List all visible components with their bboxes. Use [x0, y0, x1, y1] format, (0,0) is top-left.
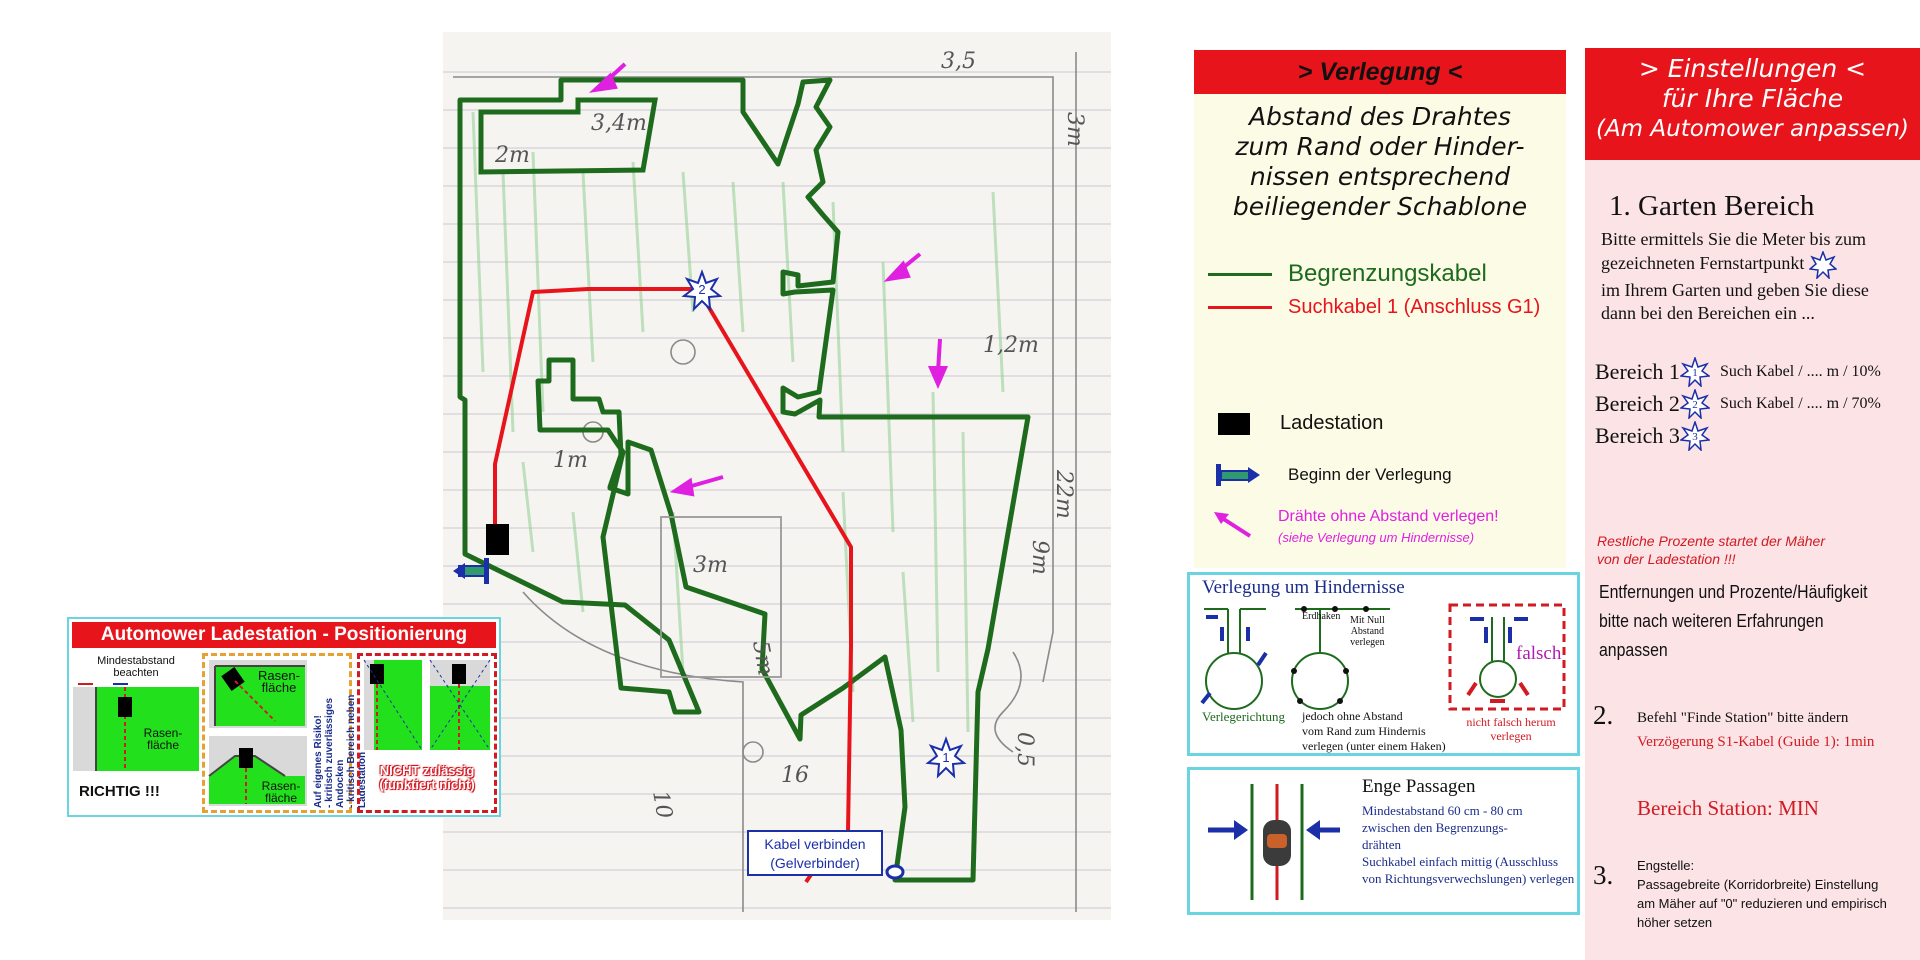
- correct-positioning: [73, 653, 199, 813]
- not-reverse-line1: nicht falsch herum: [1466, 715, 1556, 729]
- section-2-text: [1637, 706, 1874, 754]
- lawn-label-2-line1: Rasen-: [258, 668, 300, 683]
- shed-dim-a: 2m: [495, 143, 530, 168]
- garden-plan-drawing: [443, 32, 1111, 920]
- min-distance-line1: Mindestabstand: [97, 655, 175, 667]
- distance-note-line1: Abstand des Drahtes: [1249, 102, 1511, 131]
- not-allowed-line2: (funktiert nicht): [379, 777, 475, 792]
- red-line-swatch: [1208, 306, 1272, 309]
- legend-boundary-cable: [1208, 260, 1487, 288]
- boundary-cable-label: Begrenzungskabel: [1288, 260, 1487, 287]
- green-line-swatch: [1208, 273, 1272, 276]
- dim-bottom: 16: [781, 763, 809, 788]
- charging-station-symbol: [486, 524, 509, 555]
- section-2-number: 2.: [1593, 700, 1614, 730]
- area-2-star-number: 2: [1692, 399, 1698, 411]
- section-2-line2: Verzögerung S1-Kabel (Guide 1): 1min: [1637, 734, 1875, 750]
- star-2-label: 2: [698, 282, 706, 297]
- lawn-label-2: [249, 670, 309, 694]
- no-distance-note-line2: vom Rand zum Hindernis: [1302, 724, 1426, 738]
- remaining-line1: Restliche Prozente startet der Mäher: [1597, 533, 1825, 549]
- distance-note-line2: zum Rand oder Hinder-: [1235, 132, 1525, 161]
- shed-dim-b: 3,4m: [591, 111, 647, 136]
- legend-start: [1214, 462, 1452, 488]
- house-dim-b: 5m: [747, 638, 778, 678]
- dim-right-top: 3m: [1062, 112, 1087, 147]
- adjust-line2: bitte nach weiteren Erfahrungen anpassen: [1599, 611, 1824, 660]
- section-1-number: 1.: [1609, 190, 1631, 222]
- zero-distance-line2: Abstand: [1350, 626, 1385, 637]
- narrow-line1: Mindestabstand 60 cm - 80 cm: [1362, 803, 1523, 818]
- risk-note-line1: Auf eigenes Risiko!: [313, 715, 324, 808]
- settings-title-line2: für Ihre Fläche: [1661, 84, 1844, 113]
- charging-station-positioning-box: [67, 617, 501, 817]
- dim-circle: 1,2m: [983, 333, 1039, 358]
- area-1-label: Bereich 1: [1595, 359, 1680, 384]
- section-3-line4: höher setzen: [1637, 915, 1713, 930]
- lawn-label-1: [133, 727, 193, 751]
- start-label: Beginn der Verlegung: [1288, 465, 1452, 484]
- area-2-value: Such Kabel / .... m / 70%: [1720, 395, 1881, 412]
- legend-no-distance: [1212, 508, 1499, 545]
- lawn-label-2-line2: fläche: [261, 680, 297, 695]
- area-row-3: [1595, 420, 1920, 452]
- zero-distance-note: [1350, 615, 1385, 648]
- area-row-2: [1595, 388, 1920, 420]
- section-1-line2: gezeichneten Fernstartpunkt: [1601, 253, 1805, 274]
- no-distance-note-line3: verlegen (unter einem Haken): [1302, 739, 1446, 753]
- no-distance-hint: (siehe Verlegung um Hindernisse): [1278, 530, 1475, 545]
- start-point-star-icon: [1809, 251, 1837, 279]
- not-reverse-note: [1454, 715, 1568, 743]
- area-list: [1595, 356, 1920, 452]
- legend-guide-wire: [1208, 296, 1540, 319]
- start-arrow-icon: [1214, 462, 1264, 488]
- obstacle-diagrams: [1200, 603, 1570, 723]
- lawn-label-3-line1: Rasen-: [261, 779, 301, 793]
- dim-right-mid: 22m: [1051, 470, 1076, 519]
- section-3-number: 3.: [1593, 860, 1614, 890]
- adjust-note: [1599, 578, 1881, 665]
- settings-title-line3: (Am Automower anpassen): [1595, 116, 1910, 142]
- section-3-line1: Engstelle:: [1637, 858, 1695, 873]
- area-2-star-icon: [1680, 389, 1710, 419]
- area-2-label: Bereich 2: [1595, 391, 1680, 416]
- charging-station-icon: [1218, 413, 1250, 435]
- section-1-text: [1601, 228, 1917, 325]
- min-distance-line2: beachten: [113, 667, 159, 679]
- risk-note-line3: - kritisch Bereich neben Ladestation: [346, 694, 368, 808]
- dim-top: 3,5: [941, 49, 976, 74]
- star-1-label: 1: [942, 750, 950, 765]
- legend-title: > Verlegung <: [1194, 50, 1566, 94]
- section-3-line2: Passagebreite (Korridorbreite) Einstellung: [1637, 877, 1879, 892]
- narrow-line2: zwischen den Begrenzungs-: [1362, 820, 1508, 835]
- section-1-heading: [1609, 190, 1814, 223]
- obstacle-title: Verlegung um Hindernisse: [1202, 577, 1405, 598]
- lawn-label-1-line1: Rasen-: [143, 726, 183, 740]
- narrow-text: [1362, 802, 1574, 887]
- zero-distance-line1: Mit Null: [1350, 615, 1385, 626]
- risk-note-line2: - kritisch zuverlässiges Andocken: [324, 697, 346, 808]
- charging-station-box-title: Automower Ladestation - Positionierung: [72, 622, 496, 648]
- lawn-label-3-line2: fläche: [264, 791, 298, 805]
- gel-connector: [887, 866, 903, 878]
- narrow-title: Enge Passagen: [1362, 776, 1476, 797]
- section-3-text: [1637, 856, 1887, 932]
- charging-station-label: Ladestation: [1280, 412, 1384, 434]
- small-dim: 1m: [553, 448, 588, 473]
- narrow-passages-box: [1187, 767, 1580, 915]
- not-allowed-label: [360, 764, 494, 792]
- connector-label-line1: Kabel verbinden: [764, 836, 866, 852]
- connector-label-line2: (Gelverbinder): [770, 855, 860, 871]
- settings-title: [1585, 48, 1920, 160]
- area-1-star-number: 1: [1692, 367, 1698, 379]
- wrong-diagram: [360, 656, 494, 756]
- narrow-line5: von Richtungsverwechslungen) verlegen: [1362, 871, 1575, 886]
- wrong-positioning: [357, 653, 497, 813]
- section-1-line3: im Ihrem Garten und geben Sie diese: [1601, 280, 1869, 300]
- narrow-line3: drähten: [1362, 837, 1401, 852]
- zero-distance-line3: verlegen: [1350, 637, 1385, 648]
- ground-hook-label: Erdhaken: [1302, 611, 1341, 622]
- obstacle-routing-box: [1187, 572, 1580, 756]
- not-allowed-line1: NICHT zulässig: [379, 763, 475, 778]
- section-1-line1: Bitte ermittels Sie die Meter bis zum: [1601, 229, 1866, 249]
- adjust-line1: Entfernungen und Prozente/Häufigkeit: [1599, 582, 1868, 602]
- remaining-percent-note: [1597, 532, 1825, 568]
- routing-direction-label: Verlegerichtung: [1202, 709, 1286, 724]
- connector-label: [747, 830, 883, 876]
- dim-bottom-left: 10: [647, 788, 677, 821]
- legend-panel: [1194, 50, 1566, 568]
- distance-note-line3: nissen entsprechend: [1249, 162, 1511, 191]
- section-3-line3: am Mäher auf "0" reduzieren und empirisch: [1637, 896, 1887, 911]
- dim-bottom-right: 0,5: [1012, 732, 1037, 767]
- house-dim-a: 3m: [693, 553, 728, 578]
- risky-positioning: [202, 653, 368, 813]
- narrow-line4: Suchkabel einfach mittig (Ausschluss: [1362, 854, 1559, 869]
- lawn-label-1-line2: fläche: [146, 738, 180, 752]
- section-1-line4: dann bei den Bereichen ein ...: [1601, 303, 1815, 323]
- section-1-title: Garten Bereich: [1638, 190, 1815, 222]
- guide-wire-label: Suchkabel 1 (Anschluss G1): [1288, 296, 1541, 318]
- area-3-label: Bereich 3: [1595, 423, 1680, 448]
- section-2-line1: Befehl "Finde Station" bitte ändern: [1637, 710, 1849, 726]
- lawn-label-3: [253, 780, 309, 804]
- garden-plan-sketch: [443, 32, 1111, 920]
- remaining-line2: von der Ladestation !!!: [1597, 551, 1736, 567]
- distance-note-line4: beiliegender Schablone: [1232, 192, 1528, 221]
- settings-panel: [1585, 48, 1920, 960]
- area-3-star-number: 3: [1692, 431, 1698, 443]
- min-distance-label: [73, 655, 199, 679]
- area-1-star-icon: [1680, 357, 1710, 387]
- no-distance-note: [1302, 709, 1446, 754]
- wrong-label: falsch: [1516, 643, 1562, 664]
- narrow-passage-diagram: [1204, 780, 1344, 904]
- no-distance-note-line1: jedoch ohne Abstand: [1302, 709, 1403, 723]
- section-1-line2-row: [1601, 251, 1917, 279]
- magenta-arrow-icon: [1212, 510, 1256, 540]
- legend-charging-station: [1218, 412, 1383, 435]
- area-row-1: [1595, 356, 1920, 388]
- dim-right-low: 9m: [1027, 540, 1052, 575]
- not-reverse-line2: verlegen: [1490, 729, 1532, 743]
- settings-title-line1: > Einstellungen <: [1638, 54, 1867, 83]
- area-1-value: Such Kabel / .... m / 10%: [1720, 363, 1881, 380]
- station-area-setting: Bereich Station: MIN: [1637, 796, 1819, 820]
- correct-label: RICHTIG !!!: [79, 783, 160, 800]
- distance-note: [1194, 102, 1566, 222]
- area-3-star-icon: [1680, 421, 1710, 451]
- no-distance-label: Drähte ohne Abstand verlegen!: [1278, 508, 1499, 525]
